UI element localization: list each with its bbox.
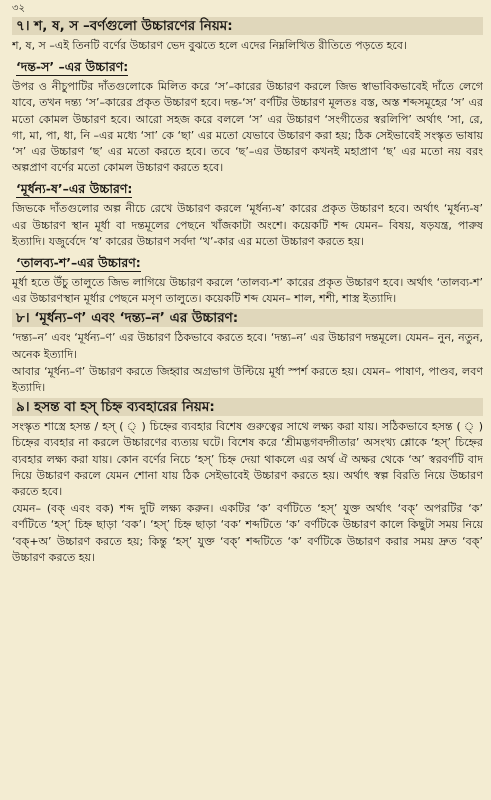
danta-s-text: উপর ও নীচুপাটির দাঁতগুলোকে মিলিত করে ‘স’–কারের উচ্চারণ করলে জিভ স্বাভাবিকভাবেই দাঁতে লেগে যাবে, তখন দন্ত্য ‘স’–কারের প্রকৃত উচ্চারণ হবে। দন্ত-‘স’ বর্ণটির উচ্চারণ মূলতঃ বস্ত, অস্ত শব্দসমূহের ‘স’ এর মতো কোমল উচ্চারণ হবে। আরো সহজ করে বললে ‘স’ এর উচ্চারণ ‘সংগীতের স্বরলিপি’ অর্থাৎ ‘সা, রে, গা, মা, পা, ধা, নি –এর মধ্যে ‘সা’ কে ‘ছা’ এর মতো যেভাবে উচ্চারণ করা হয়; ঠিক সেইভাবেই সংস্কৃত ভাষায় ‘স’ এর উচ্চারণ ‘ছ’ এর মতো করতে হবে। তবে ‘ছ’–এর উচ্চারণ কখনই মহাপ্রাণ ‘ছ’ এর মতো নয় বরং অল্পপ্রাণ বর্ণের মতো কোমল উচ্চারণ করতে হবে। [12,80,483,175]
section-7-heading: ৭। শ, ষ, স –বর্ণগুলো উচ্চারণের নিয়ম: [12,17,483,35]
section-9-paragraph-1: সংস্কৃত শাস্ত্রে হসন্ত / হস্‌ ( ্ ) চিহ্নের ব্যবহার বিশেষ গুরুত্বের সাথে লক্ষ্য করা যায়। সঠিকভাবে হসন্ত ( ্ ) চিহ্নের ব্যবহার না করলে উচ্চারণের ব্যত্যয় ঘটে। বিশেষ করে ‘শ্রীমদ্ভগবদ্গীতার’ অসংখ্য শ্লোকে ‘হস্‌’ চিহ্নের ব্যবহার লক্ষ্য করা যায়। কোন বর্ণের নিচে ‘হস্‌’ চিহ্ন দেয়া থাকলে এর অর্থ ঐ অক্ষর থেকে ‘অ’ স্বরবর্ণটি বাদ দিয়ে উচ্চারণ করলে যেমন শোনা যায় ঠিক সেইভাবেই উচ্চারণ করতে হয়। অর্থাৎ স্বল্প বিরতি নিয়ে উচ্চারণ করতে হবে। [12,420,483,499]
section-8-paragraph-2: আবার ‘মূর্ধন্য–ণ’ উচ্চারণ করতে জিহ্বার অগ্রভাগ উল্টিয়ে মূর্ধা স্পর্শ করতে হয়। যেমন– পাষাণ, পাণ্ডব, লবণ ইত্যাদি। [12,364,483,395]
talabya-sh-heading: ‘তালব্য-শ’–এর উচ্চারণ: [16,255,141,271]
danta-s-heading: ‘দন্ত-স’ –এর উচ্চারণ: [16,59,129,75]
section-9-heading: ৯। হসন্ত বা হস্‌ চিহ্ন ব্যবহারের নিয়ম: [12,398,483,416]
section-7-intro: শ, ষ, স –এই তিনটি বর্ণের উচ্চারণ ভেদ বুঝতে হলে এদের নিম্নলিখিত রীতিতে পড়তে হবে। [12,39,407,52]
murdhanya-sh-text: জিভকে দাঁতগুলোর অল্প নীচে রেখে উচ্চারণ করলে ‘মূর্ধন্য-ষ’ কারের প্রকৃত উচ্চারণ হবে। অর্থাৎ ‘মূর্ধন্য-ষ’ এর উচ্চারণ স্থান মূর্ধা বা দন্তমূলের পেছনে খাঁজকাটা অংশে। কয়েকটি শব্দ যেমন– বিষয়, ষড়যন্ত্র, পারুষ ইত্যাদি। যজুর্বেদে ‘ষ’ কারের উচ্চারণ সর্বদা ‘খ’-কার এর মতো উচ্চারণ করতে হয়। [12,202,483,248]
section-8-paragraph-1: ‘দন্ত্য–ন’ এবং ‘মূর্ধন্য–ণ’ এর উচ্চারণ ঠিকভাবে করতে হবে। ‘দন্ত্য–ন’ এর উচ্চারণ দন্তমূলে। যেমন– নুন, নতুন, অনেক ইত্যাদি। [12,331,483,361]
murdhanya-sh-heading: ‘মূর্ধন্য-ষ’–এর উচ্চারণ: [16,181,133,197]
section-9-paragraph-2: যেমন– (বক্‌ এবং বক) শব্দ দুটি লক্ষ্য করুন। একটির ‘ক’ বর্ণটিতে ‘হস্‌’ যুক্ত অর্থাৎ ‘বক্‌’ অপরটির ‘ক’ বর্ণটিতে ‘হস্‌’ চিহ্ন ছাড়া ‘বক’। ‘হস্‌’ চিহ্ন ছাড়া ‘বক’ শব্দটিতে ‘ক’ বর্ণটিকে উচ্চারণ কালে কিছুটা সময় নিয়ে ‘বক্‌+অ’ উচ্চারণ করতে হয়; কিন্তু ‘হস্‌’ যুক্ত ‘বক্‌’ শব্দটিতে ‘ক’ বর্ণটিকে উচ্চারণ করার সময় দ্রুত ‘বক্‌’ উচ্চারণ করতে হয়। [12,502,483,564]
section-8-heading: ৮। ‘মূর্ধন্য–ণ’ এবং ‘দন্ত্য–ন’ এর উচ্চারণ: [12,309,483,327]
page-number: ৩২ [12,3,26,14]
talabya-sh-text: মূর্ধা হতে উঁচু তালুতে জিভ লাগিয়ে উচ্চারণ করলে ‘তালব্য-শ’ কারের প্রকৃত উচ্চারণ হবে। অর্থাৎ ‘তালব্য-শ’ এর উচ্চারণস্থান মূর্ধার পেছনে মসৃণ তালুতে। কয়েকটি শব্দ যেমন– শাল, শশী, শাস্ত্র ইত্যাদি। [12,276,483,306]
